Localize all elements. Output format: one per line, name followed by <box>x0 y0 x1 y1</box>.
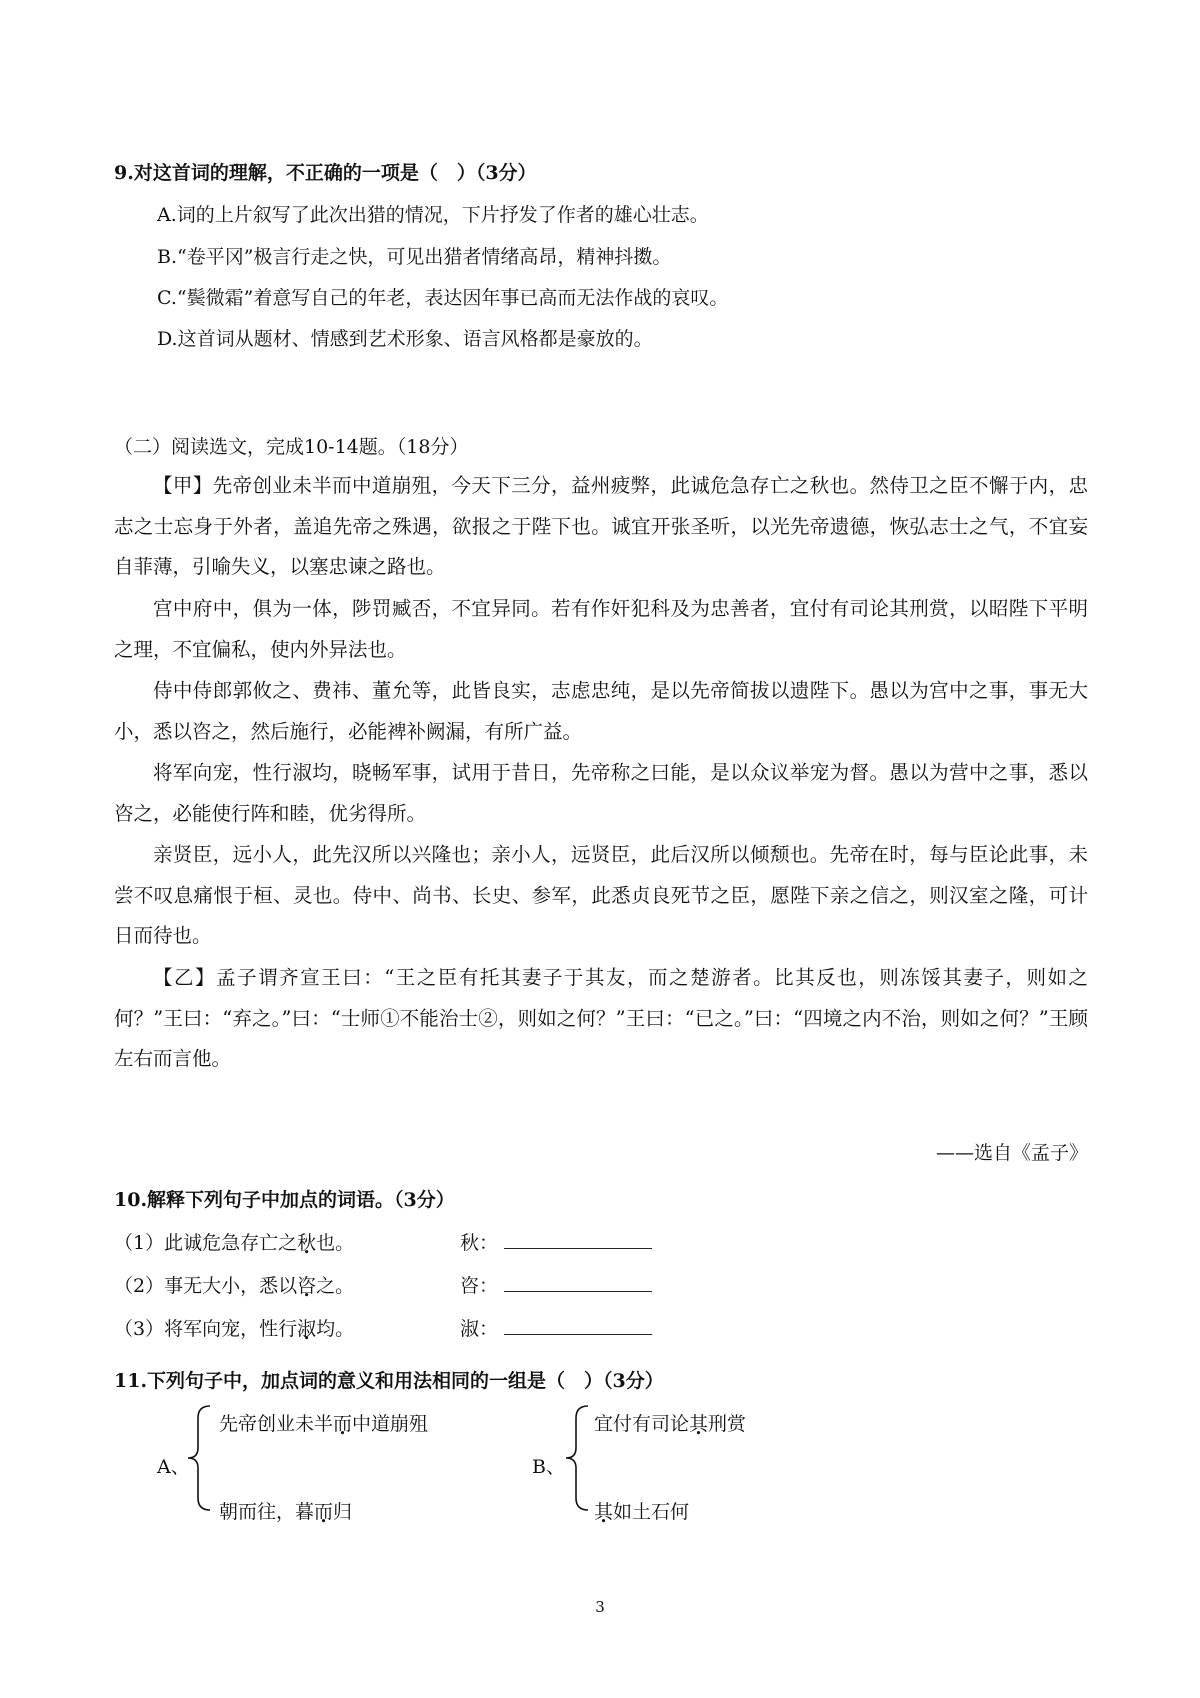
answer-key-label: 咨： <box>460 1275 499 1297</box>
sentence-text: 朝而往，暮 <box>219 1501 315 1523</box>
passage-source: ——选自《孟子》 <box>935 1142 1088 1164</box>
option-a-sentence-1 <box>219 1409 428 1436</box>
sentence-text: 先帝创业未半 <box>219 1413 334 1435</box>
sentence-text: 均。 <box>316 1318 355 1340</box>
question-10-row <box>114 1228 652 1255</box>
dotted-word: 而 <box>314 1501 334 1523</box>
sentence-text: 也。 <box>316 1232 355 1254</box>
answer-key-label: 秋： <box>460 1232 499 1254</box>
option-a-sentence-2 <box>219 1497 352 1524</box>
passage-jia-paragraph: 【甲】先帝创业未半而中道崩殂，今天下三分，益州疲弊，此诚危急存亡之秋也。然侍卫之臣不懈于内，忠志之士忘身于外者，盖追先帝之殊遇，欲报之于陛下也。诚宜开张圣听，以光先帝遗德，恢弘志士之气，不宜妄自菲薄，引喻失义，以塞忠谏之路也。 <box>114 474 1088 578</box>
question-10-sentence <box>114 1271 460 1298</box>
option-a-label: A、 <box>157 1456 190 1478</box>
sentence-text: 如土石何 <box>613 1501 690 1523</box>
question-10-title: 10.解释下列句子中加点的词语。（3分） <box>114 1189 455 1211</box>
passage-yi-paragraph: 【乙】孟子谓齐宣王曰：“王之臣有托其妻子于其友，而之楚游者。比其反也，则冻馁其妻子，则如之何？”王曰：“弃之。”曰：“士师①不能治士②，则如之何？”王曰：“已之。”曰：“四境之内不治，则如之何？”王顾左右而言他。 <box>114 966 1088 1070</box>
sentence-text: 之。 <box>316 1275 355 1297</box>
answer-blank[interactable] <box>504 1316 652 1335</box>
dotted-word: 淑 <box>297 1318 317 1340</box>
passage-jia-paragraph: 侍中侍郎郭攸之、费祎、董允等，此皆良实，志虑忠纯，是以先帝简拔以遗陛下。愚以为宫中之事，事无大小，悉以咨之，然后施行，必能裨补阙漏，有所广益。 <box>114 679 1088 743</box>
option-b-sentence-1 <box>594 1409 746 1436</box>
answer-blank[interactable] <box>504 1230 652 1249</box>
dotted-word: 而 <box>333 1413 353 1435</box>
dotted-word: 咨 <box>297 1275 317 1297</box>
question-9-option-a: A.词的上片叙写了此次出猎的情况，下片抒发了作者的雄心壮志。 <box>157 204 709 226</box>
left-brace-icon <box>562 1404 592 1512</box>
section-2-heading: （二）阅读选文，完成10-14题。（18分） <box>114 436 469 458</box>
question-9-option-d: D.这首词从题材、情感到艺术形象、语言风格都是豪放的。 <box>157 328 653 350</box>
option-b-label: B、 <box>532 1456 565 1478</box>
question-10-sentence <box>114 1228 460 1255</box>
passage-jia-paragraph: 宫中府中，俱为一体，陟罚臧否，不宜异同。若有作奸犯科及为忠善者，宜付有司论其刑赏，以昭陛下平明之理，不宜偏私，使内外异法也。 <box>114 597 1088 661</box>
left-brace-icon <box>184 1404 214 1512</box>
sentence-text: （1）此诚危急存亡之 <box>114 1232 298 1254</box>
answer-blank[interactable] <box>504 1273 652 1292</box>
question-9-title: 9.对这首词的理解，不正确的一项是（ ）（3分） <box>114 162 537 184</box>
question-10-sentence <box>114 1314 460 1341</box>
sentence-text: 宜付有司论 <box>594 1413 690 1435</box>
sentence-text: 刑赏 <box>708 1413 747 1435</box>
question-10-row <box>114 1271 652 1298</box>
sentence-text: （2）事无大小，悉以 <box>114 1275 298 1297</box>
dotted-word: 秋 <box>297 1232 317 1254</box>
dotted-word: 其 <box>594 1501 614 1523</box>
dotted-word: 其 <box>689 1413 709 1435</box>
page-number: 3 <box>595 1598 605 1616</box>
passage-jia-paragraph: 亲贤臣，远小人，此先汉所以兴隆也；亲小人，远贤臣，此后汉所以倾颓也。先帝在时，每与臣论此事，未尝不叹息痛恨于桓、灵也。侍中、尚书、长史、参军，此悉贞良死节之臣，愿陛下亲之信之，则汉室之隆，可计日而待也。 <box>114 843 1088 947</box>
sentence-text: 中道崩殂 <box>352 1413 429 1435</box>
answer-key-label: 淑： <box>460 1318 499 1340</box>
sentence-text: （3）将军向宠，性行 <box>114 1318 298 1340</box>
question-10-row <box>114 1314 652 1341</box>
question-9-option-c: C.“鬓微霜”着意写自己的年老，表达因年事已高而无法作战的哀叹。 <box>157 287 729 309</box>
question-11-title: 11.下列句子中，加点词的意义和用法相同的一组是（ ）（3分） <box>114 1370 664 1392</box>
sentence-text: 归 <box>333 1501 353 1523</box>
option-b-sentence-2 <box>594 1497 689 1524</box>
passage-jia-paragraph: 将军向宠，性行淑均，晓畅军事，试用于昔日，先帝称之曰能，是以众议举宠为督。愚以为营中之事，悉以咨之，必能使行阵和睦，优劣得所。 <box>114 761 1088 825</box>
question-9-option-b: B.“卷平冈”极言行走之快，可见出猎者情绪高昂，精神抖擞。 <box>157 246 672 268</box>
